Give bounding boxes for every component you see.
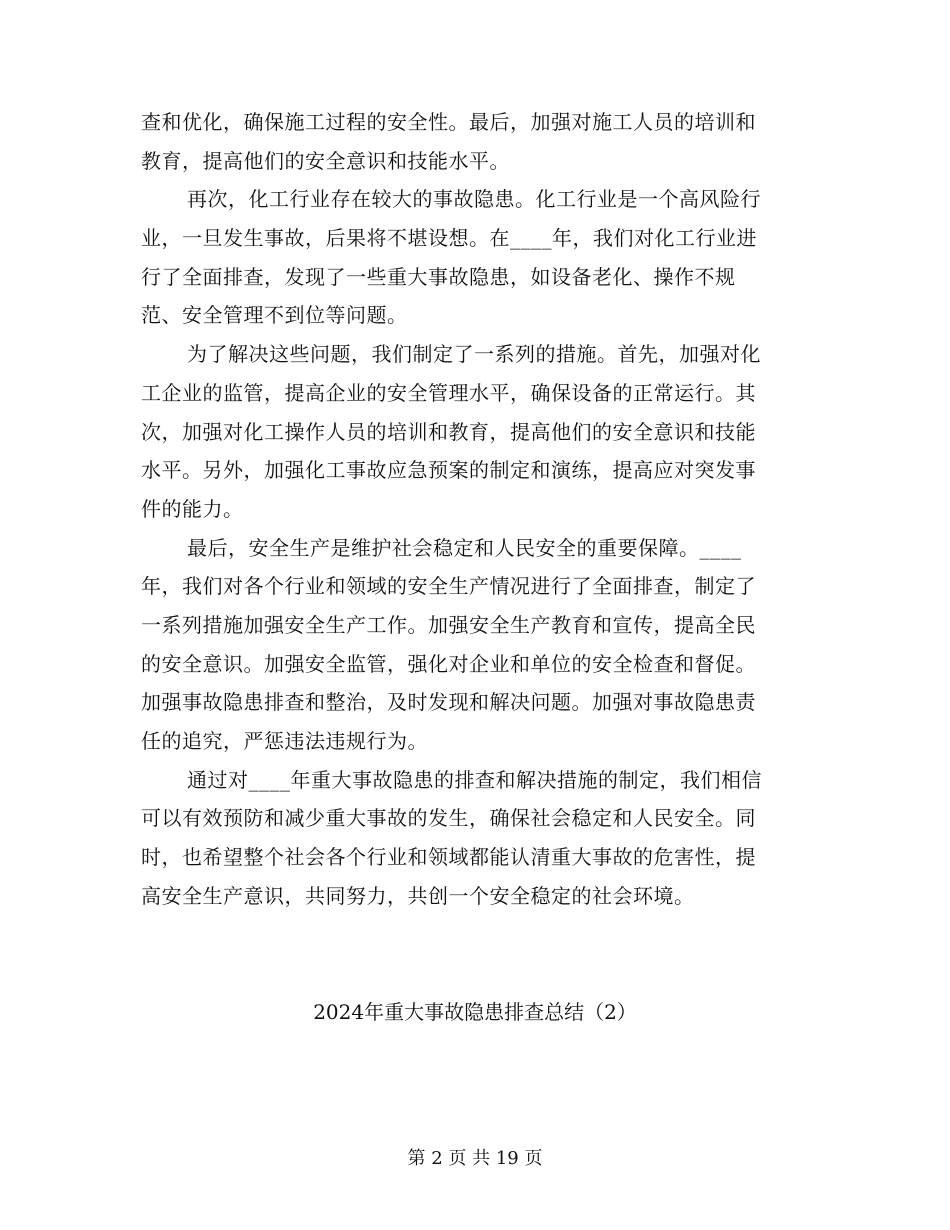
- page-footer: 第 2 页 共 19 页: [407, 1148, 543, 1169]
- body-line: 通过对____年重大事故隐患的排查和解决措施的制定，我们相信: [187, 767, 762, 792]
- body-line: 件的能力。: [141, 496, 244, 521]
- body-line: 再次，化工行业存在较大的事故隐患。化工行业是一个高风险行: [187, 187, 761, 212]
- body-line: 工企业的监管，提高企业的安全管理水平，确保设备的正常运行。其: [141, 380, 756, 405]
- body-line: 行了全面排查，发现了一些重大事故隐患，如设备老化、操作不规: [141, 264, 736, 289]
- body-line: 可以有效预防和减少重大事故的发生，确保社会稳定和人民安全。同: [141, 806, 756, 831]
- body-line: 时，也希望整个社会各个行业和领域都能认清重大事故的危害性，提: [141, 845, 756, 870]
- body-line: 加强事故隐患排查和整治，及时发现和解决问题。加强对事故隐患责: [141, 690, 756, 715]
- body-line: 为了解决这些问题，我们制定了一系列的措施。首先，加强对化: [187, 342, 761, 367]
- document-body: [141, 103, 806, 915]
- body-line: 业，一旦发生事故，后果将不堪设想。在____年，我们对化工行业进: [141, 226, 757, 251]
- body-line: 一系列措施加强安全生产工作。加强安全生产教育和宣传，提高全民: [141, 612, 756, 637]
- body-line: 最后，安全生产是维护社会稳定和人民安全的重要保障。____: [187, 535, 742, 560]
- body-line: 次，加强对化工操作人员的培训和教育，提高他们的安全意识和技能: [141, 419, 756, 444]
- body-line: 范、安全管理不到位等问题。: [141, 303, 408, 328]
- body-line: 年，我们对各个行业和领域的安全生产情况进行了全面排查，制定了: [141, 574, 756, 599]
- body-line: 查和优化，确保施工过程的安全性。最后，加强对施工人员的培训和: [141, 110, 756, 134]
- body-line: 的安全意识。加强安全监管，强化对企业和单位的安全检查和督促。: [141, 651, 756, 676]
- body-line: 任的追究，严惩违法违规行为。: [141, 729, 428, 753]
- section-heading: 2024年重大事故隐患排查总结（2）: [313, 1000, 637, 1024]
- body-line: 高安全生产意识，共同努力，共创一个安全稳定的社会环境。: [141, 883, 695, 908]
- body-line: 教育，提高他们的安全意识和技能水平。: [141, 148, 510, 173]
- body-line: 水平。另外，加强化工事故应急预案的制定和演练，提高应对突发事: [141, 458, 756, 483]
